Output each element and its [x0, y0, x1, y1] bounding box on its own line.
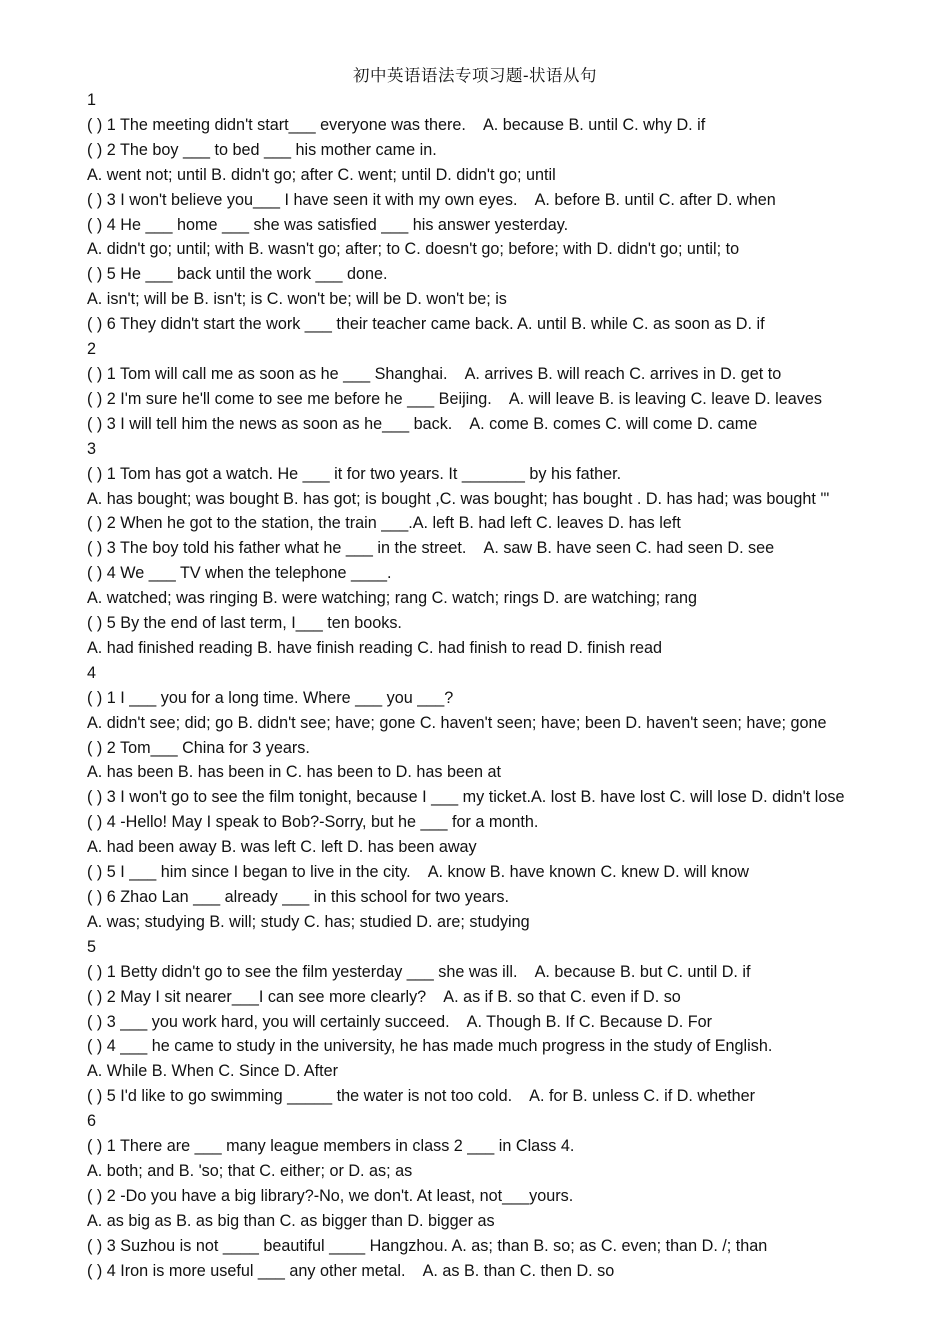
question-line: ( ) 6 Zhao Lan ___ already ___ in this school for two years. — [87, 888, 510, 906]
options-line: A. While B. When C. Since D. After — [87, 1062, 338, 1081]
question-line: ( ) 2 When he got to the station, the train ___.A. left B. had left C. leaves D. has left — [87, 514, 681, 533]
options-line: A. watched; was ringing B. were watching; rang C. watch; rings D. are watching; rang — [87, 589, 698, 608]
question-line: ( ) 4 He ___ home ___ she was satisfied ___ his answer yesterday. — [87, 215, 569, 234]
question-line: ( ) 1 Tom will call me as soon as he ___ Shanghai. A. arrives B. will reach C. arrives in D. get to — [87, 364, 782, 383]
question-line: ( ) 2 The boy ___ to bed ___ his mother came in. — [87, 140, 437, 159]
question-line: ( ) 2 May I sit nearer___I can see more clearly? A. as if B. so that C. even if D. so — [87, 987, 681, 1006]
section-number: 1 — [87, 91, 97, 109]
question-line: ( ) 4 ___ he came to study in the university, he has made much progress in the study of English. — [87, 1037, 773, 1056]
section-number: 6 — [87, 1112, 97, 1131]
question-line: ( ) 2 I'm sure he'll come to see me before he ___ Beijing. A. will leave B. is leaving C. leave D. leaves — [87, 389, 822, 408]
question-line: ( ) 2 -Do you have a big library?-No, we don't. At least, not___yours. — [87, 1186, 574, 1205]
options-line: A. has been B. has been in C. has been to D. has been at — [87, 763, 501, 782]
question-line: ( ) 4 -Hello! May I speak to Bob?-Sorry, but he ___ for a month. — [87, 813, 539, 832]
question-line: ( ) 2 Tom___ China for 3 years. — [87, 738, 310, 757]
question-line: ( ) 5 He ___ back until the work ___ done. — [87, 265, 388, 284]
question-line: ( ) 3 I won't believe you___ I have seen it with my own eyes. A. before B. until C. after D. when — [87, 190, 776, 209]
question-line: ( ) 4 We ___ TV when the telephone ____. — [87, 564, 392, 583]
options-line: A. had been away B. was left C. left D. has been away — [87, 838, 477, 857]
options-line: A. was; studying B. will; study C. has; studied D. are; studying — [87, 912, 530, 931]
exercise-list — [87, 88, 937, 1284]
question-line: ( ) 3 I will tell him the news as soon as he___ back. A. come B. comes C. will come D. came — [87, 414, 758, 433]
question-line: ( ) 3 ___ you work hard, you will certainly succeed. A. Though B. If C. Because D. For — [87, 1012, 713, 1031]
question-line: ( ) 5 I'd like to go swimming _____ the water is not too cold. A. for B. unless C. if D. whether — [87, 1087, 755, 1106]
options-line: A. isn't; will be B. isn't; is C. won't be; will be D. won't be; is — [87, 290, 507, 309]
question-line: ( ) 5 I ___ him since I began to live in the city. A. know B. have known C. knew D. will know — [87, 863, 749, 882]
page-title: 初中英语语法专项习题-状语从句 — [352, 66, 598, 85]
question-line: ( ) 1 Tom has got a watch. He ___ it for two years. It _______ by his father. — [87, 464, 622, 483]
question-line: ( ) 3 Suzhou is not ____ beautiful ____ Hangzhou. A. as; than B. so; as C. even; than D. /; than — [87, 1236, 768, 1255]
question-line: ( ) 5 By the end of last term, I___ ten books. — [87, 614, 402, 633]
question-line: ( ) 1 There are ___ many league members in class 2 ___ in Class 4. — [87, 1137, 575, 1156]
section-number: 5 — [87, 937, 97, 956]
options-line: A. both; and B. 'so; that C. either; or D. as; as — [87, 1161, 413, 1180]
section-number: 4 — [87, 663, 97, 682]
options-line: A. went not; until B. didn't go; after C. went; until D. didn't go; until — [87, 165, 556, 184]
options-line: A. didn't go; until; with B. wasn't go; after; to C. doesn't go; before; with D. didn't go; until; to — [87, 240, 740, 259]
question-line: ( ) 4 Iron is more useful ___ any other metal. A. as B. than C. then D. so — [87, 1261, 615, 1280]
question-line: ( ) 3 I won't go to see the film tonight, because I ___ my ticket.A. lost B. have lost C. will lose D. didn't lose — [87, 788, 845, 807]
section-number: 3 — [87, 439, 97, 458]
question-line: ( ) 1 Betty didn't go to see the film yesterday ___ she was ill. A. because B. but C. until D. if — [87, 962, 751, 981]
question-line: ( ) 1 The meeting didn't start___ everyone was there. A. because B. until C. why D. if — [87, 115, 706, 134]
options-line: A. didn't see; did; go B. didn't see; have; gone C. haven't seen; have; been D. haven't seen; have; gone — [87, 713, 827, 732]
section-number: 2 — [87, 340, 97, 359]
options-line: A. had finished reading B. have finish reading C. had finish to read D. finish read — [87, 638, 663, 657]
question-line: ( ) 3 The boy told his father what he ___ in the street. A. saw B. have seen C. had seen D. see — [87, 539, 775, 558]
question-line: ( ) 6 They didn't start the work ___ their teacher came back. A. until B. while C. as soon as D. if — [87, 315, 765, 334]
question-line: ( ) 1 I ___ you for a long time. Where ___ you ___? — [87, 688, 454, 707]
options-line: A. as big as B. as big than C. as bigger than D. bigger as — [87, 1211, 495, 1230]
options-line: A. has bought; was bought B. has got; is bought ,C. was bought; has bought . D. has had; was bought '" — [87, 489, 830, 508]
